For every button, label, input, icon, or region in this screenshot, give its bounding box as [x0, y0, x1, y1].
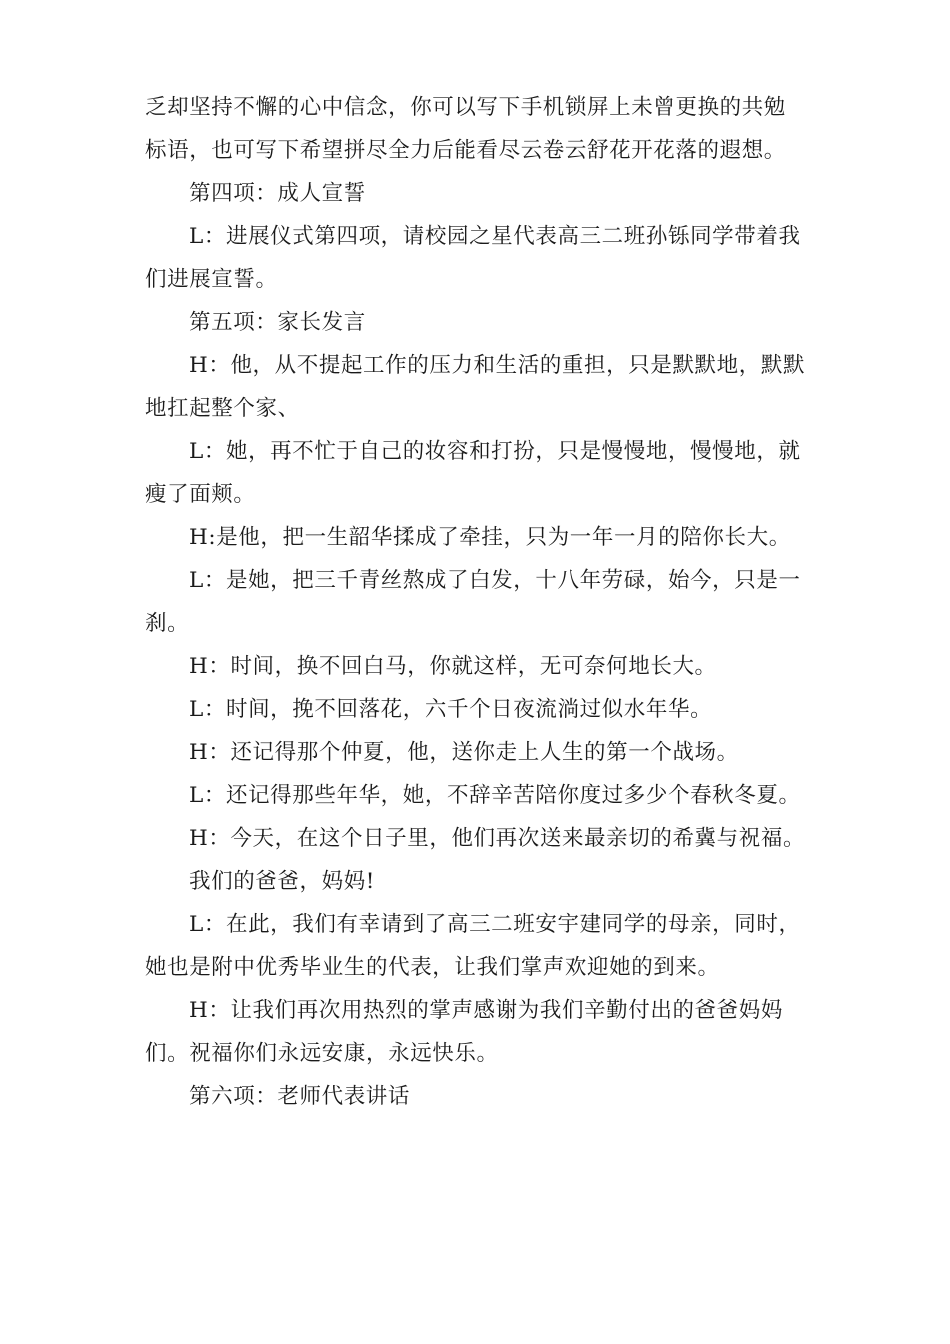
text-line: 刹。: [145, 611, 190, 636]
document-body: [145, 86, 810, 1118]
text-line: H：时间，换不回白马，你就这样，无可奈何地长大。: [189, 654, 717, 679]
text-line: 地扛起整个家、: [145, 396, 300, 421]
text-line: 们。祝福你们永远安康，永远快乐。: [145, 1041, 499, 1066]
text-line: L：时间，挽不回落花，六千个日夜流淌过似水年华。: [189, 697, 713, 722]
text-line: H：今天，在这个日子里，他们再次送来最亲切的希冀与祝福。: [189, 826, 806, 851]
text-line: L：是她，把三千青丝熬成了白发，十八年劳碌，始今，只是一: [189, 568, 801, 593]
text-line: 她也是附中优秀毕业生的代表，让我们掌声欢迎她的到来。: [145, 955, 720, 980]
text-line: H：还记得那个仲夏，他，送你走上人生的第一个战场。: [189, 740, 739, 765]
text-line: 瘦了面颊。: [145, 482, 256, 507]
section-heading: 第六项：老师代表讲话: [189, 1084, 411, 1109]
text-line: L：她，再不忙于自己的妆容和打扮，只是慢慢地，慢慢地，就: [189, 439, 801, 464]
text-line: L：还记得那些年华，她，不辞辛苦陪你度过多少个春秋冬夏。: [189, 783, 801, 808]
text-line: H：让我们再次用热烈的掌声感谢为我们辛勤付出的爸爸妈妈: [189, 998, 783, 1023]
text-line: H:是他，把一生韶华揉成了牵挂，只为一年一月的陪你长大。: [189, 525, 791, 550]
text-line: L：进展仪式第四项，请校园之星代表高三二班孙铄同学带着我: [189, 224, 801, 249]
section-heading: 第四项：成人宣誓: [189, 181, 366, 206]
text-line: L：在此，我们有幸请到了高三二班安宇建同学的母亲，同时，: [189, 912, 801, 937]
text-line: 们进展宣誓。: [145, 267, 278, 292]
text-line: H：他，从不提起工作的压力和生活的重担，只是默默地，默默: [189, 353, 806, 378]
section-heading: 第五项：家长发言: [189, 310, 366, 335]
text-line: 标语，也可写下希望拼尽全力后能看尽云卷云舒花开花落的遐想。: [145, 138, 786, 163]
text-line: 我们的爸爸，妈妈!: [189, 869, 376, 894]
text-line: 乏却坚持不懈的心中信念，你可以写下手机锁屏上未曾更换的共勉: [145, 95, 786, 120]
